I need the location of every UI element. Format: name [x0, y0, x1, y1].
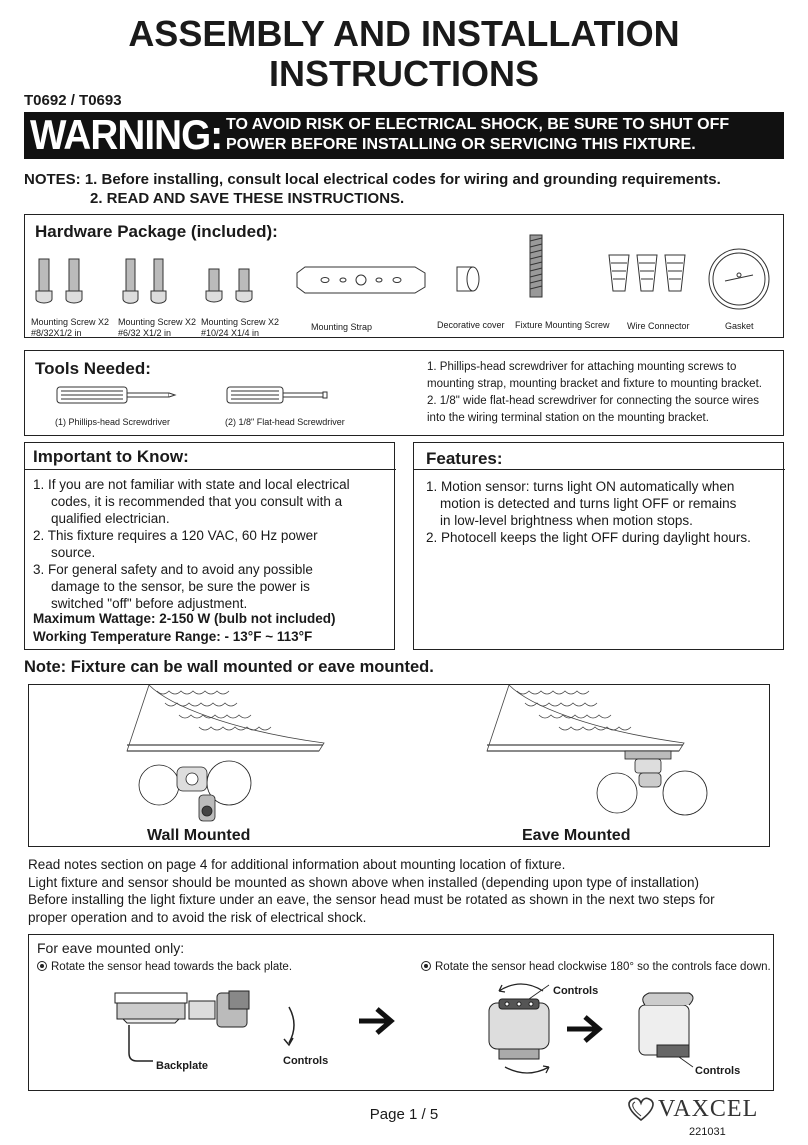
document-code: 221031: [689, 1126, 726, 1138]
phillips-screwdriver-icon: [57, 387, 175, 403]
warning-line2: POWER BEFORE INSTALLING OR SERVICING THIS FIXTURE.: [226, 136, 696, 153]
installation-notes: Read notes section on page 4 for additional information about mounting location of fixture. Light fixture and sensor should be mounted as shown above when installed (depending upon type of installation) Before installing the light fixture under an eave, the sensor head must be rotated as shown in the next two steps for proper operation and to avoid the risk of electrical shock.: [28, 857, 715, 925]
controls-label-1: Controls: [283, 1055, 329, 1067]
wall-mount-fixture-icon: [139, 761, 251, 821]
warning-text: [226, 115, 729, 155]
decorative-cover-icon: [457, 267, 479, 291]
gasket-icon: [709, 249, 769, 309]
rotate-arrow-icon: [284, 1007, 294, 1045]
eave-mounted-caption: Eave Mounted: [522, 827, 631, 844]
controls-label-2: Controls: [553, 985, 599, 997]
hardware-heading: Hardware Package (included):: [35, 222, 278, 241]
hw-label-8: Gasket: [725, 321, 754, 331]
step2-text: Rotate the sensor head clockwise 180° so the controls face down.: [421, 960, 771, 973]
controls-label-3: Controls: [695, 1065, 741, 1077]
hw-label-5: Decorative cover: [437, 320, 505, 330]
hw-label-1: Mounting Screw X2 #8/32X1/2 in: [31, 317, 110, 338]
mounting-illustration-box: [28, 684, 770, 847]
sensor-head-final-icon: [639, 993, 693, 1067]
screw-6-32-icon: [123, 259, 166, 303]
page-title-line2: INSTRUCTIONS: [269, 53, 539, 94]
page-number: Page 1 / 5: [369, 1106, 439, 1123]
notes-line1: NOTES: 1. Before installing, consult local electrical codes for wiring and grounding requirements.: [24, 171, 721, 188]
wire-connector-icon: [609, 255, 685, 291]
eave-step-illustrations: [29, 935, 775, 1092]
notes-line2: 2. READ AND SAVE THESE INSTRUCTIONS.: [90, 190, 405, 207]
features-heading: Features:: [426, 449, 503, 468]
tools-box: [24, 350, 784, 436]
eave-mount-fixture-icon: [597, 751, 707, 815]
hardware-package-box: [24, 214, 784, 338]
eave-only-heading: For eave mounted only:: [37, 940, 185, 956]
arrow-right-icon-2: [567, 1017, 599, 1041]
wall-mount-roof-icon: [127, 685, 324, 751]
hw-label-7: Wire Connector: [627, 321, 690, 331]
model-number: T0692 / T0693: [24, 92, 122, 109]
wall-mounted-caption: Wall Mounted: [147, 827, 251, 844]
features-box: [413, 442, 784, 650]
mounting-illustrations: [29, 685, 771, 848]
important-heading: Important to Know:: [33, 447, 189, 466]
flathead-screwdriver-icon: [227, 387, 327, 403]
sensor-head-rotated-icon: [489, 984, 549, 1073]
hw-label-4: Mounting Strap: [311, 322, 373, 332]
features-list: 1. Motion sensor: turns light ON automatically when motion is detected and turns light OFF or remains in low-level brightness when motion stops. 2. Photocell keeps the light OFF during daylight hours.: [426, 479, 751, 545]
arrow-right-icon: [359, 1009, 391, 1033]
backplate-label: Backplate: [156, 1060, 208, 1072]
warning-line1: TO AVOID RISK OF ELECTRICAL SHOCK, BE SURE TO SHUT OFF: [226, 116, 730, 133]
vaxcel-logo: [626, 1094, 776, 1124]
brand-name: VAXCEL: [658, 1096, 759, 1122]
max-wattage: Maximum Wattage: 2-150 W (bulb not included): [33, 611, 336, 626]
hw-label-2: Mounting Screw X2 #6/32 X1/2 in: [118, 317, 197, 338]
mount-note: Note: Fixture can be wall mounted or eave mounted.: [24, 658, 434, 676]
temperature-range: Working Temperature Range: - 13°F ~ 113°F: [33, 629, 313, 644]
important-list: 1. If you are not familiar with state and local electrical codes, it is recommended that you consult with a qualified electrician. 2. This fixture requires a 120 VAC, 60 Hz power source. 3. For general safety and to avoid any possible damage to the sensor, be sure the power is switched "off" before adjustment.: [33, 477, 350, 611]
tool1-label: (1) Phillips-head Screwdriver: [55, 417, 171, 427]
eave-only-box: [28, 934, 774, 1091]
screw-10-24-icon: [206, 269, 252, 302]
tool2-label: (2) 1/8" Flat-head Screwdriver: [225, 417, 345, 427]
vaxcel-heart-icon: [626, 1096, 656, 1122]
backplate-sensor-icon: [115, 991, 249, 1061]
tools-heading: Tools Needed:: [35, 359, 151, 378]
eave-mount-roof-icon: [487, 685, 684, 751]
screw-8-32-icon: [36, 259, 82, 303]
warning-label: WARNING:: [30, 111, 223, 158]
fixture-mounting-screw-icon: [530, 235, 542, 297]
step1-text: Rotate the sensor head towards the back plate.: [37, 960, 292, 973]
page-title-line1: ASSEMBLY AND INSTALLATION: [128, 13, 680, 54]
hw-label-3: Mounting Screw X2 #10/24 X1/4 in: [201, 317, 280, 338]
tools-description: 1. Phillips-head screwdriver for attaching mounting screws to mounting strap, mounting bracket and fixture to mounting bracket. 2. 1/8" wide flat-head screwdriver for connecting the source wires into the wiring terminal station on the mounting bracket.: [427, 361, 762, 424]
mounting-strap-icon: [297, 267, 425, 293]
notes: [24, 170, 721, 208]
warning-banner: [24, 112, 784, 159]
important-box: [24, 442, 395, 650]
hw-label-6: Fixture Mounting Screw: [515, 320, 610, 330]
